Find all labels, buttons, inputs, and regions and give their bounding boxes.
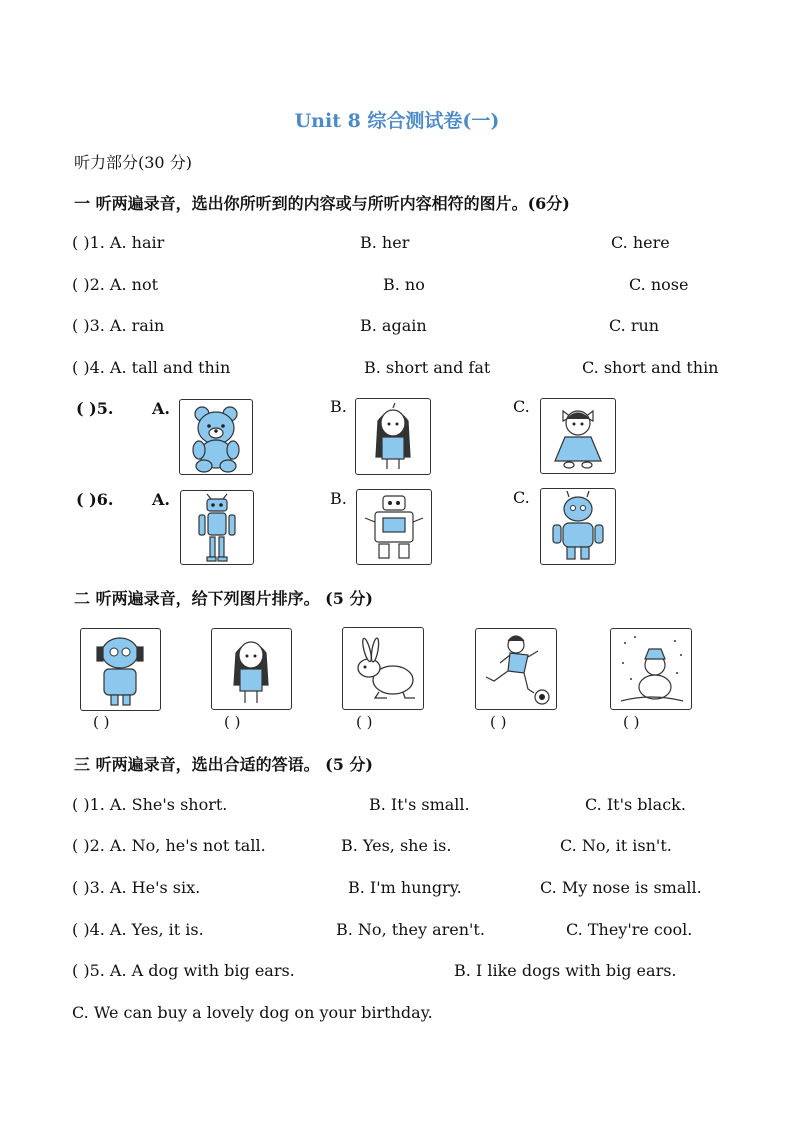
s1-q3-option-a: ( )3. A. rain — [72, 316, 165, 335]
s3-q5-option-c: C. We can buy a lovely dog on your birthday. — [72, 1003, 433, 1022]
order-blank-1[interactable]: ( ) — [93, 713, 110, 731]
girl-picture — [355, 398, 431, 475]
square-robot-picture — [356, 489, 432, 565]
s1-q6-label-c: C. — [513, 488, 530, 507]
s1-q5-label-b: B. — [330, 397, 347, 416]
s3-q1-option-c: C. It's black. — [585, 795, 686, 814]
s1-q2-option-c: C. nose — [629, 275, 689, 294]
section-2-heading: 二 听两遍录音，给下列图片排序。 (5 分) — [74, 589, 373, 608]
boy-football-picture — [475, 628, 557, 710]
teddy-bear-picture — [179, 399, 253, 475]
page-title: Unit 8 综合测试卷(一) — [294, 110, 500, 132]
s1-q4-option-c: C. short and thin — [582, 358, 719, 377]
s1-q4-option-b: B. short and fat — [364, 358, 491, 377]
snowman-picture — [610, 628, 692, 710]
s3-q4-option-a: ( )4. A. Yes, it is. — [72, 920, 204, 939]
section-3-heading: 三 听两遍录音，选出合适的答语。 (5 分) — [74, 755, 373, 774]
s1-q1-option-c: C. here — [611, 233, 670, 252]
s1-q6-label-b: B. — [330, 489, 347, 508]
order-blank-5[interactable]: ( ) — [623, 713, 640, 731]
s1-q5-number: ( )5. — [76, 399, 114, 418]
order-blank-3[interactable]: ( ) — [356, 713, 373, 731]
s3-q4-option-b: B. No, they aren't. — [336, 920, 485, 939]
s3-q3-option-c: C. My nose is small. — [540, 878, 702, 897]
s1-q1-option-b: B. her — [360, 233, 410, 252]
s3-q2-option-c: C. No, it isn't. — [560, 836, 672, 855]
s3-q2-option-b: B. Yes, she is. — [341, 836, 452, 855]
s1-q2-option-b: B. no — [383, 275, 425, 294]
s3-q5-option-b: B. I like dogs with big ears. — [454, 961, 677, 980]
s1-q1-option-a: ( )1. A. hair — [72, 233, 165, 252]
s1-q5-label-a: A. — [152, 399, 170, 418]
order-blank-2[interactable]: ( ) — [224, 713, 241, 731]
s3-q3-option-b: B. I'm hungry. — [348, 878, 462, 897]
round-robot-picture — [540, 488, 616, 565]
s3-q1-option-a: ( )1. A. She's short. — [72, 795, 228, 814]
s1-q3-option-c: C. run — [609, 316, 660, 335]
s1-q5-label-c: C. — [513, 397, 530, 416]
s1-q6-number: ( )6. — [76, 490, 114, 509]
listening-part-label: 听力部分(30 分) — [74, 153, 192, 172]
doll-picture — [540, 398, 616, 474]
order-blank-4[interactable]: ( ) — [490, 713, 507, 731]
s1-q2-option-a: ( )2. A. not — [72, 275, 159, 294]
s3-q3-option-a: ( )3. A. He's six. — [72, 878, 201, 897]
robot-headphones-picture — [80, 628, 161, 711]
s1-q3-option-b: B. again — [360, 316, 427, 335]
girl-picture-2 — [211, 628, 292, 710]
s1-q4-option-a: ( )4. A. tall and thin — [72, 358, 231, 377]
rabbit-picture — [342, 627, 424, 710]
s3-q2-option-a: ( )2. A. No, he's not tall. — [72, 836, 266, 855]
s3-q4-option-c: C. They're cool. — [566, 920, 693, 939]
thin-robot-picture — [180, 490, 254, 565]
s3-q5-option-a: ( )5. A. A dog with big ears. — [72, 961, 295, 980]
s3-q1-option-b: B. It's small. — [369, 795, 470, 814]
section-1-heading: 一 听两遍录音，选出你所听到的内容或与所听内容相符的图片。(6分) — [74, 194, 570, 213]
s1-q6-label-a: A. — [152, 490, 170, 509]
